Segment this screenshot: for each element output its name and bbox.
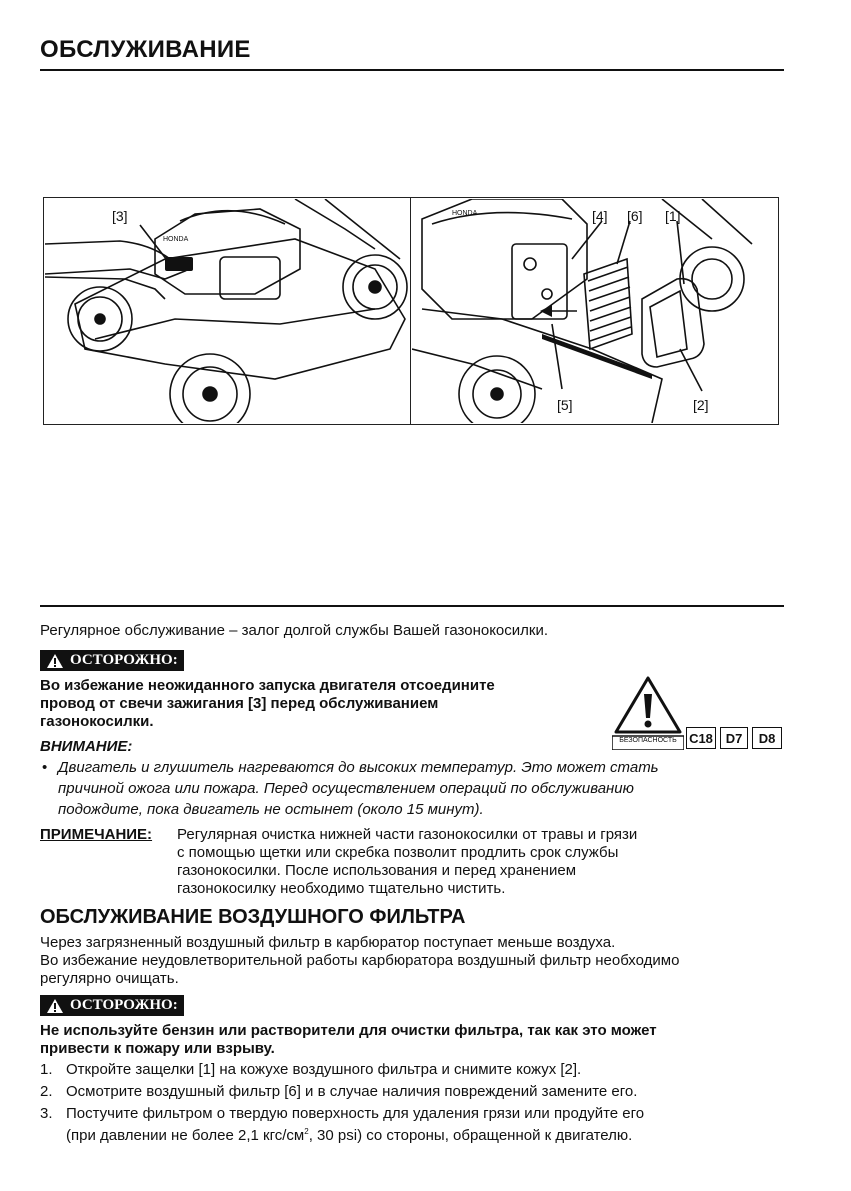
section-rule — [40, 605, 784, 607]
note-line-1: Регулярная очистка нижней части газонокосилки от травы и грязи — [177, 826, 638, 843]
air-filter-line-2: Во избежание неудовлетворительной работы карбюратора воздушный фильтр необходимо — [40, 952, 680, 969]
callout-5: [5] — [557, 397, 573, 413]
note-label: ПРИМЕЧАНИЕ: — [40, 826, 153, 843]
attention-line-1: Двигатель и глушитель нагреваются до высоких температур. Это может стать — [58, 759, 659, 776]
warning-badge-2-label: ОСТОРОЖНО: — [70, 997, 178, 1013]
warning-badge — [40, 650, 184, 671]
note-line-2: с помощью щетки или скребка позволит продлить срок службы — [177, 844, 619, 861]
air-filter-illustration — [412, 199, 778, 423]
brand-text-right: HONDA — [452, 210, 478, 217]
attention-label: ВНИМАНИЕ: — [40, 738, 133, 755]
step-1-number: 1. — [40, 1061, 53, 1078]
step-2-text: Осмотрите воздушный фильтр [6] и в случае наличия повреждений замените его. — [66, 1083, 638, 1100]
attention-line-2: причиной ожога или пожара. Перед осуществлением операций по обслуживанию — [58, 780, 634, 797]
title-rule — [40, 69, 784, 71]
callout-3: [3] — [112, 208, 128, 224]
step-2-number: 2. — [40, 1083, 53, 1100]
warning-badge-label: ОСТОРОЖНО: — [70, 652, 178, 668]
brand-text: HONDA — [163, 236, 189, 243]
step-3-cont-before: (при давлении не более 2,1 кгс/см — [66, 1127, 305, 1144]
step-3-number: 3. — [40, 1105, 53, 1122]
note-line-4: газонокосилку необходимо тщательно чистить. — [177, 880, 506, 897]
attention-bullet: • — [42, 759, 48, 776]
code-c18: C18 — [686, 727, 716, 749]
callout-2: [2] — [693, 397, 709, 413]
warning2-line-1: Не используйте бензин или растворители для очистки фильтра, так как это может — [40, 1022, 657, 1039]
warning-triangle-icon — [46, 998, 64, 1014]
attention-line-3: подождите, пока двигатель не остынет (около 15 минут). — [58, 801, 484, 818]
warning-triangle-icon — [46, 653, 64, 669]
air-filter-title: ОБСЛУЖИВАНИЕ ВОЗДУШНОГО ФИЛЬТРА — [40, 906, 466, 928]
warning-badge-2 — [40, 995, 184, 1016]
step-3-text: Постучите фильтром о твердую поверхность для удаления грязи или продуйте его — [66, 1105, 645, 1122]
air-filter-line-3: регулярно очищать. — [40, 970, 179, 987]
warning-line-1: Во избежание неожиданного запуска двигателя отсоедините — [40, 677, 495, 694]
warning2-line-2: привести к пожару или взрыву. — [40, 1040, 275, 1057]
safety-label-caption: БЕЗОПАСНОСТЬ — [619, 737, 677, 744]
page-title: ОБСЛУЖИВАНИЕ — [40, 36, 251, 63]
callout-6: [6] — [627, 208, 643, 224]
note-line-3: газонокосилки. После использования и перед хранением — [177, 862, 577, 879]
callout-4: [4] — [592, 208, 608, 224]
step-3-cont-sup: 2 — [304, 1127, 309, 1136]
warning-line-3: газонокосилки. — [40, 713, 154, 730]
callout-1: [1] — [665, 208, 681, 224]
mower-spark-plug-illustration — [45, 199, 409, 423]
illustration-divider — [410, 197, 411, 425]
intro-text: Регулярное обслуживание – залог долгой службы Вашей газонокосилки. — [40, 622, 549, 639]
code-d8: D8 — [752, 727, 782, 749]
step-3-continuation — [66, 1123, 632, 1145]
air-filter-line-1: Через загрязненный воздушный фильтр в карбюратор поступает меньше воздуха. — [40, 934, 616, 951]
code-d7: D7 — [720, 727, 748, 749]
step-1-text: Откройте защелки [1] на кожухе воздушного фильтра и снимите кожух [2]. — [66, 1061, 582, 1078]
warning-line-2: провод от свечи зажигания [3] перед обслуживанием — [40, 695, 439, 712]
step-3-cont-after: , 30 psi) со стороны, обращенной к двигателю. — [308, 1127, 633, 1144]
